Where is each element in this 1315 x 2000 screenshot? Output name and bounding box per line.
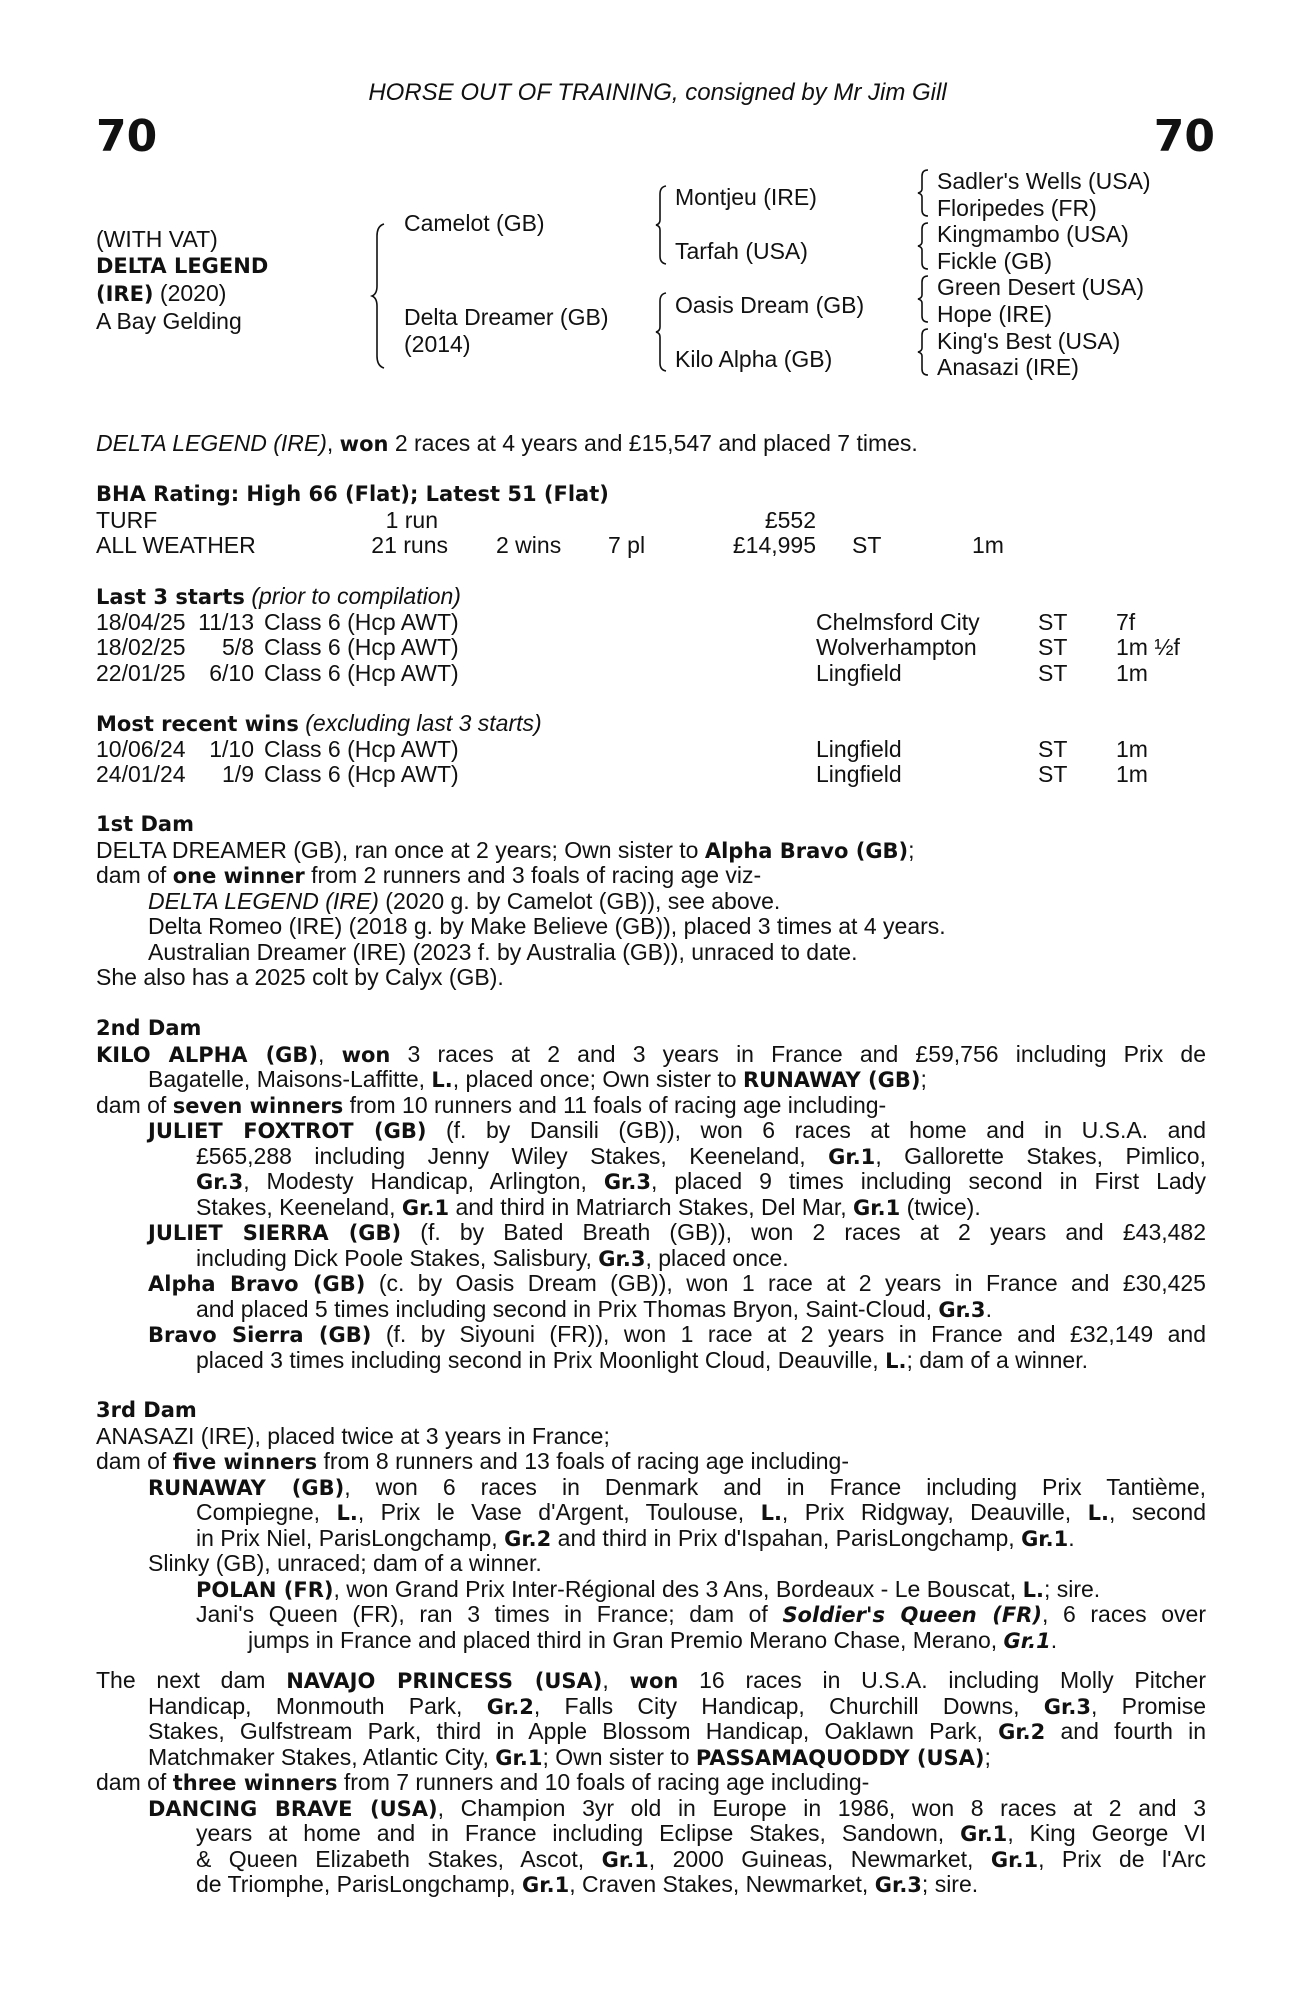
text: ; dam of a winner.: [906, 1346, 1088, 1373]
rating-distance: 1m: [972, 532, 1004, 558]
text: (twice).: [900, 1193, 981, 1220]
text: Stakes, Keeneland,: [196, 1193, 402, 1220]
second-dam-line: [96, 1042, 1206, 1068]
text: , won Grand Prix Inter-Régional des 3 Ans, Bordeaux - Le Bouscat,: [333, 1575, 1023, 1602]
text: years at home and in France including Eclipse Stakes, Sandown,: [196, 1820, 961, 1846]
grade-label: Gr.1: [1003, 1628, 1051, 1653]
grade-label: Gr.1: [853, 1195, 901, 1220]
next-dam-line: [96, 1719, 1206, 1745]
text: Matchmaker Stakes, Atlantic City,: [148, 1743, 496, 1770]
text: , Promise: [1090, 1692, 1206, 1719]
produce-item: [96, 1271, 1206, 1297]
pedigree-dam: Delta Dreamer (GB): [404, 304, 609, 330]
produce-item: Australian Dreamer (IRE) (2023 f. by Australia (GB)), unraced to date.: [148, 938, 858, 965]
text: (c. by Oasis Dream (GB)), won 1 race at 2 years in France and £30,425: [365, 1270, 1206, 1296]
start-race: Class 6 (Hcp AWT): [264, 634, 459, 660]
text: Compiegne,: [196, 1499, 337, 1525]
grade-label: L.: [885, 1348, 907, 1373]
start-distance: 1m ½f: [1116, 634, 1180, 660]
text: , placed once.: [645, 1244, 789, 1271]
produce-item-cont: [96, 1246, 1206, 1272]
last-starts-section: [96, 584, 1206, 686]
pedigree-dam-sire: Oasis Dream (GB): [675, 292, 865, 318]
grade-label: L.: [431, 1068, 453, 1092]
grade-label: L.: [336, 1501, 358, 1525]
pedigree-brace-sire: [654, 184, 668, 266]
text: , 6 races over: [1041, 1601, 1206, 1627]
produce-name: DANCING BRAVE (USA): [148, 1796, 438, 1821]
third-dam-section: [96, 1398, 1206, 1653]
start-going: ST: [1038, 659, 1068, 686]
produce-item-cont: [96, 1872, 1206, 1898]
produce-name: JULIET SIERRA (GB): [148, 1221, 402, 1245]
text: , Prix de l'Arc: [1038, 1845, 1207, 1872]
produce-item: [96, 1796, 1206, 1822]
start-row: [96, 635, 1206, 661]
consignment-title: HORSE OUT OF TRAINING, consigned by Mr Jim Gill: [368, 79, 947, 106]
produce-item-cont: [96, 1297, 1206, 1323]
rating-surface: TURF: [96, 506, 158, 533]
start-course: Wolverhampton: [816, 634, 977, 660]
text: 3 races at 2 and 3 years in France and £59,756 including Prix de: [390, 1040, 1207, 1067]
text: including Dick Poole Stakes, Salisbury,: [196, 1244, 599, 1271]
grade-label: Gr.1: [601, 1847, 649, 1872]
text: £565,288 including Jenny Wiley Stakes, Keeneland,: [196, 1142, 829, 1169]
text: , Modesty Handicap, Arlington,: [243, 1168, 604, 1194]
next-dam-section: [96, 1668, 1206, 1898]
win-row: [96, 737, 1206, 763]
winner-count: five winners: [172, 1450, 318, 1474]
pedigree-brace-dam: [654, 291, 668, 373]
last-starts-subtitle: (prior to compilation): [251, 583, 461, 609]
rating-runs: 21 runs: [371, 532, 448, 558]
text: & Queen Elizabeth Stakes, Ascot,: [196, 1845, 602, 1872]
start-date: 18/02/25: [96, 634, 186, 660]
rating-going: ST: [852, 532, 882, 558]
text: (f. by Siyouni (FR)), won 1 race at 2 years in France and £32,149 and: [371, 1321, 1206, 1347]
produce-name: DELTA LEGEND (IRE): [148, 887, 379, 914]
win-position: 1/9: [222, 761, 254, 787]
winner-count: one winner: [172, 864, 305, 888]
text: , Falls City Handicap, Churchill Downs,: [533, 1692, 1044, 1719]
produce-item-cont: [96, 1500, 1206, 1526]
start-position: 5/8: [222, 634, 254, 660]
horse-year: (2020): [159, 280, 227, 306]
produce-name: Bravo Sierra (GB): [148, 1323, 372, 1347]
rating-surface: ALL WEATHER: [96, 532, 256, 558]
rating-prize: £552: [764, 506, 816, 533]
start-row: [96, 610, 1206, 636]
text: , placed once; Own sister to: [452, 1066, 743, 1092]
text: and placed 5 times including second in Prix Thomas Bryon, Saint-Cloud,: [196, 1295, 939, 1322]
summary-won: won: [339, 432, 389, 456]
won-label: won: [341, 1042, 391, 1067]
second-dam-section: [96, 1016, 1206, 1373]
text: and fourth in: [1045, 1718, 1206, 1744]
start-course: Chelmsford City: [816, 608, 980, 635]
text: from 8 runners and 13 foals of racing age including-: [317, 1448, 849, 1474]
second-dam-line: [96, 1067, 1206, 1093]
text: , Gallorette Stakes, Pimlico,: [875, 1142, 1206, 1169]
pedigree-brace-g4-3: [916, 274, 930, 324]
next-dam-line: [96, 1770, 1206, 1796]
text: placed 3 times including second in Prix Moonlight Cloud, Deauville,: [196, 1346, 886, 1373]
pedigree-gen4-item: King's Best (USA): [937, 327, 1121, 354]
text: , placed 9 times including second in First Lady: [651, 1168, 1207, 1194]
win-date: 24/01/24: [96, 761, 186, 787]
grand-produce-item-cont: [96, 1628, 1206, 1654]
produce-item-cont: [96, 1821, 1206, 1847]
text: Jani's Queen (FR), ran 3 times in France; dam of: [196, 1601, 783, 1627]
text: ; sire.: [921, 1871, 979, 1897]
vat-note: (WITH VAT): [96, 226, 218, 252]
text: Stakes, Gulfstream Park, third in Apple Blossom Handicap, Oaklawn Park,: [148, 1718, 999, 1744]
pedigree-sire-dam: Tarfah (USA): [675, 238, 808, 264]
start-date: 18/04/25: [96, 608, 186, 635]
text: , Craven Stakes, Newmarket,: [569, 1871, 875, 1897]
win-race: Class 6 (Hcp AWT): [264, 761, 459, 787]
text: .: [1050, 1626, 1058, 1653]
rating-placed: 7 pl: [608, 532, 646, 558]
text: ,: [602, 1667, 630, 1693]
pedigree-gen4-item: Floripedes (FR): [937, 194, 1097, 221]
text: from 2 runners and 3 foals of racing age viz-: [304, 862, 762, 888]
grade-label: Gr.3: [603, 1170, 652, 1194]
recent-wins-subtitle: (excluding last 3 starts): [305, 710, 542, 736]
text: ; sire.: [1043, 1575, 1101, 1602]
pedigree-gen4-item: Kingmambo (USA): [937, 221, 1129, 248]
text: from 10 runners and 11 foals of racing age including-: [343, 1091, 887, 1118]
produce-item-cont: [96, 1526, 1206, 1552]
pedigree-gen4-item: Sadler's Wells (USA): [937, 168, 1151, 194]
second-dam-title: 2nd Dam: [96, 1016, 202, 1040]
text: (f. by Dansili (GB)), won 6 races at home and in U.S.A. and: [426, 1117, 1207, 1143]
first-dam-line: [96, 863, 1206, 889]
first-dam-title: 1st Dam: [96, 812, 194, 836]
start-race: Class 6 (Hcp AWT): [264, 659, 459, 686]
text: (2020 g. by Camelot (GB)), see above.: [378, 887, 781, 914]
horse-description: A Bay Gelding: [96, 308, 242, 334]
summary-comma: ,: [326, 430, 340, 456]
horse-country: (IRE): [96, 282, 154, 306]
second-dam-line: [96, 1093, 1206, 1119]
rating-runs: 1 run: [385, 506, 438, 533]
pedigree-gen4: [937, 168, 1151, 381]
grade-label: Gr.1: [828, 1144, 876, 1169]
rating-prize: £14,995: [732, 532, 816, 558]
produce-item-cont: [96, 1169, 1206, 1195]
grade-label: Gr.3: [938, 1297, 986, 1322]
pedigree-brace-g4-4: [916, 327, 930, 377]
pedigree-sire-sire: Montjeu (IRE): [675, 184, 817, 210]
text: dam of: [96, 1769, 173, 1795]
dam-name: NAVAJO PRINCESS (USA): [286, 1669, 603, 1693]
text: ;: [908, 836, 915, 863]
rating-row: [96, 533, 1206, 559]
sibling-name: RUNAWAY (GB): [742, 1068, 921, 1092]
pedigree-brace-g4-2: [916, 221, 930, 271]
text: dam of: [96, 862, 173, 888]
pedigree-dam-year: (2014): [404, 331, 471, 357]
text: and third in Prix d'Ispahan, ParisLongchamp,: [551, 1524, 1022, 1551]
text: , won 6 races in Denmark and in France including Prix Tantième,: [344, 1473, 1207, 1500]
won-label: won: [629, 1669, 679, 1693]
start-going: ST: [1038, 634, 1068, 660]
grade-label: Gr.1: [401, 1195, 450, 1220]
start-race: Class 6 (Hcp AWT): [264, 608, 459, 635]
grade-label: L.: [760, 1501, 782, 1525]
pedigree-gen4-item: Hope (IRE): [937, 300, 1053, 327]
win-race: Class 6 (Hcp AWT): [264, 735, 459, 762]
text: , King George VI: [1007, 1820, 1206, 1846]
recent-wins-section: [96, 711, 1206, 788]
pedigree-dam-dam: Kilo Alpha (GB): [675, 346, 833, 372]
grade-label: Gr.3: [598, 1246, 646, 1271]
lot-number-right: 70: [1153, 111, 1215, 162]
pedigree-sire: Camelot (GB): [404, 210, 545, 236]
start-distance: 7f: [1116, 608, 1136, 635]
text: , 2000 Guineas, Newmarket,: [648, 1845, 991, 1872]
next-dam-line: [96, 1668, 1206, 1694]
text: DELTA DREAMER (GB), ran once at 2 years; Own sister to: [96, 836, 705, 863]
text: , Prix Ridgway, Deauville,: [781, 1499, 1088, 1525]
text: .: [985, 1295, 992, 1322]
lot-number-left: 70: [96, 111, 158, 162]
start-position: 6/10: [209, 659, 254, 686]
text: Bagatelle, Maisons-Laffitte,: [148, 1066, 432, 1092]
start-row: [96, 661, 1206, 687]
grade-label: Gr.3: [874, 1873, 922, 1897]
text: jumps in France and placed third in Gran Premio Merano Chase, Merano,: [248, 1626, 1004, 1653]
dam-name: KILO ALPHA (GB): [96, 1042, 319, 1067]
horse-identity: [96, 226, 268, 335]
next-dam-line: [96, 1745, 1206, 1771]
win-distance: 1m: [1116, 761, 1148, 787]
summary-horse-name: DELTA LEGEND (IRE): [96, 430, 327, 456]
sibling-name: PASSAMAQUODDY (USA): [695, 1745, 985, 1770]
text: ,: [318, 1040, 342, 1067]
win-course: Lingfield: [816, 735, 902, 762]
produce-item: Slinky (GB), unraced; dam of a winner.: [148, 1550, 542, 1576]
grade-label: Gr.2: [486, 1694, 534, 1719]
text: dam of: [96, 1091, 173, 1118]
rating-title: BHA Rating: High 66 (Flat); Latest 51 (Flat): [96, 482, 609, 506]
produce-name: Soldier's Queen (FR): [782, 1603, 1042, 1627]
produce-item: [96, 1475, 1206, 1501]
rating-wins: 2 wins: [496, 532, 562, 558]
text: .: [1068, 1524, 1075, 1551]
text: , Prix le Vase d'Argent, Toulouse,: [357, 1499, 761, 1525]
text: from 7 runners and 10 foals of racing age including-: [337, 1769, 870, 1795]
first-dam-line: [96, 838, 1206, 864]
grade-label: Gr.1: [495, 1745, 543, 1770]
start-date: 22/01/25: [96, 659, 186, 686]
last-starts-title: Last 3 starts: [96, 585, 245, 609]
win-position: 1/10: [209, 735, 254, 762]
win-course: Lingfield: [816, 761, 902, 787]
grade-label: L.: [1022, 1577, 1044, 1602]
grand-produce-item: [96, 1602, 1206, 1628]
produce-name: JULIET FOXTROT (GB): [148, 1119, 427, 1143]
pedigree-gen4-item: Fickle (GB): [937, 247, 1052, 274]
produce-item-cont: [96, 1195, 1206, 1221]
rating-row: [96, 508, 1206, 534]
start-going: ST: [1038, 608, 1068, 635]
pedigree-brace-g4-1: [916, 168, 930, 218]
text: (f. by Bated Breath (GB)), won 2 races at 2 years and £43,482: [401, 1219, 1206, 1245]
third-dam-line: [96, 1449, 1206, 1475]
win-date: 10/06/24: [96, 735, 186, 762]
summary-text: 2 races at 4 years and £15,547 and placed 7 times.: [388, 430, 918, 456]
recent-wins-title: Most recent wins: [96, 712, 299, 736]
grade-label: Gr.1: [990, 1847, 1039, 1872]
first-dam-note: She also has a 2025 colt by Calyx (GB).: [96, 964, 504, 990]
sibling-name: Alpha Bravo (GB): [704, 838, 909, 863]
produce-item-cont: [96, 1144, 1206, 1170]
grade-label: Gr.1: [1021, 1526, 1069, 1551]
winner-count: seven winners: [172, 1093, 344, 1118]
grade-label: Gr.1: [960, 1822, 1008, 1846]
horse-name: DELTA LEGEND: [96, 254, 269, 278]
grade-label: L.: [1087, 1501, 1109, 1525]
produce-item-cont: [96, 1348, 1206, 1374]
grade-label: Gr.3: [196, 1170, 244, 1194]
produce-name: POLAN (FR): [196, 1577, 334, 1602]
produce-item: [96, 1118, 1206, 1144]
winner-count: three winners: [172, 1771, 338, 1795]
win-distance: 1m: [1116, 735, 1148, 762]
grade-label: Gr.3: [1043, 1694, 1091, 1719]
text: ;: [984, 1743, 991, 1770]
win-row: [96, 762, 1206, 788]
first-dam-section: [96, 812, 1206, 991]
text: , Champion 3yr old in Europe in 1986, won 8 races at 2 and 3: [437, 1794, 1206, 1821]
text: The next dam: [96, 1667, 287, 1693]
grand-produce-item: [96, 1577, 1206, 1603]
third-dam-line: ANASAZI (IRE), placed twice at 3 years in France;: [96, 1422, 610, 1449]
produce-name: RUNAWAY (GB): [148, 1475, 345, 1500]
produce-item: [96, 889, 1206, 915]
text: and third in Matriarch Stakes, Del Mar,: [449, 1193, 854, 1220]
grade-label: Gr.1: [522, 1873, 570, 1897]
text: ; Own sister to: [542, 1743, 696, 1770]
start-position: 11/13: [198, 608, 254, 635]
produce-item: [96, 1322, 1206, 1348]
produce-item-cont: [96, 1847, 1206, 1873]
text: Handicap, Monmouth Park,: [148, 1692, 487, 1719]
pedigree-gen4-item: Green Desert (USA): [937, 274, 1145, 301]
win-going: ST: [1038, 735, 1068, 762]
start-course: Lingfield: [816, 659, 902, 686]
race-summary: [96, 431, 1206, 457]
win-going: ST: [1038, 761, 1068, 787]
produce-item: [96, 1220, 1206, 1246]
next-dam-line: [96, 1694, 1206, 1720]
rating-section: [96, 482, 1206, 559]
produce-item: Delta Romeo (IRE) (2018 g. by Make Believe (GB)), placed 3 times at 4 years.: [148, 913, 946, 939]
text: , second: [1108, 1499, 1206, 1525]
text: de Triomphe, ParisLongchamp,: [196, 1871, 523, 1897]
text: 16 races in U.S.A. including Molly Pitcher: [678, 1667, 1206, 1693]
produce-name: Alpha Bravo (GB): [148, 1272, 366, 1296]
text: ;: [920, 1066, 927, 1092]
text: in Prix Niel, ParisLongchamp,: [196, 1524, 505, 1551]
pedigree-brace-gen1: [370, 222, 386, 370]
third-dam-title: 3rd Dam: [96, 1398, 197, 1422]
start-distance: 1m: [1116, 659, 1148, 686]
text: dam of: [96, 1448, 173, 1474]
grade-label: Gr.2: [504, 1526, 552, 1551]
grade-label: Gr.2: [998, 1720, 1046, 1744]
pedigree-gen4-item: Anasazi (IRE): [937, 354, 1079, 381]
